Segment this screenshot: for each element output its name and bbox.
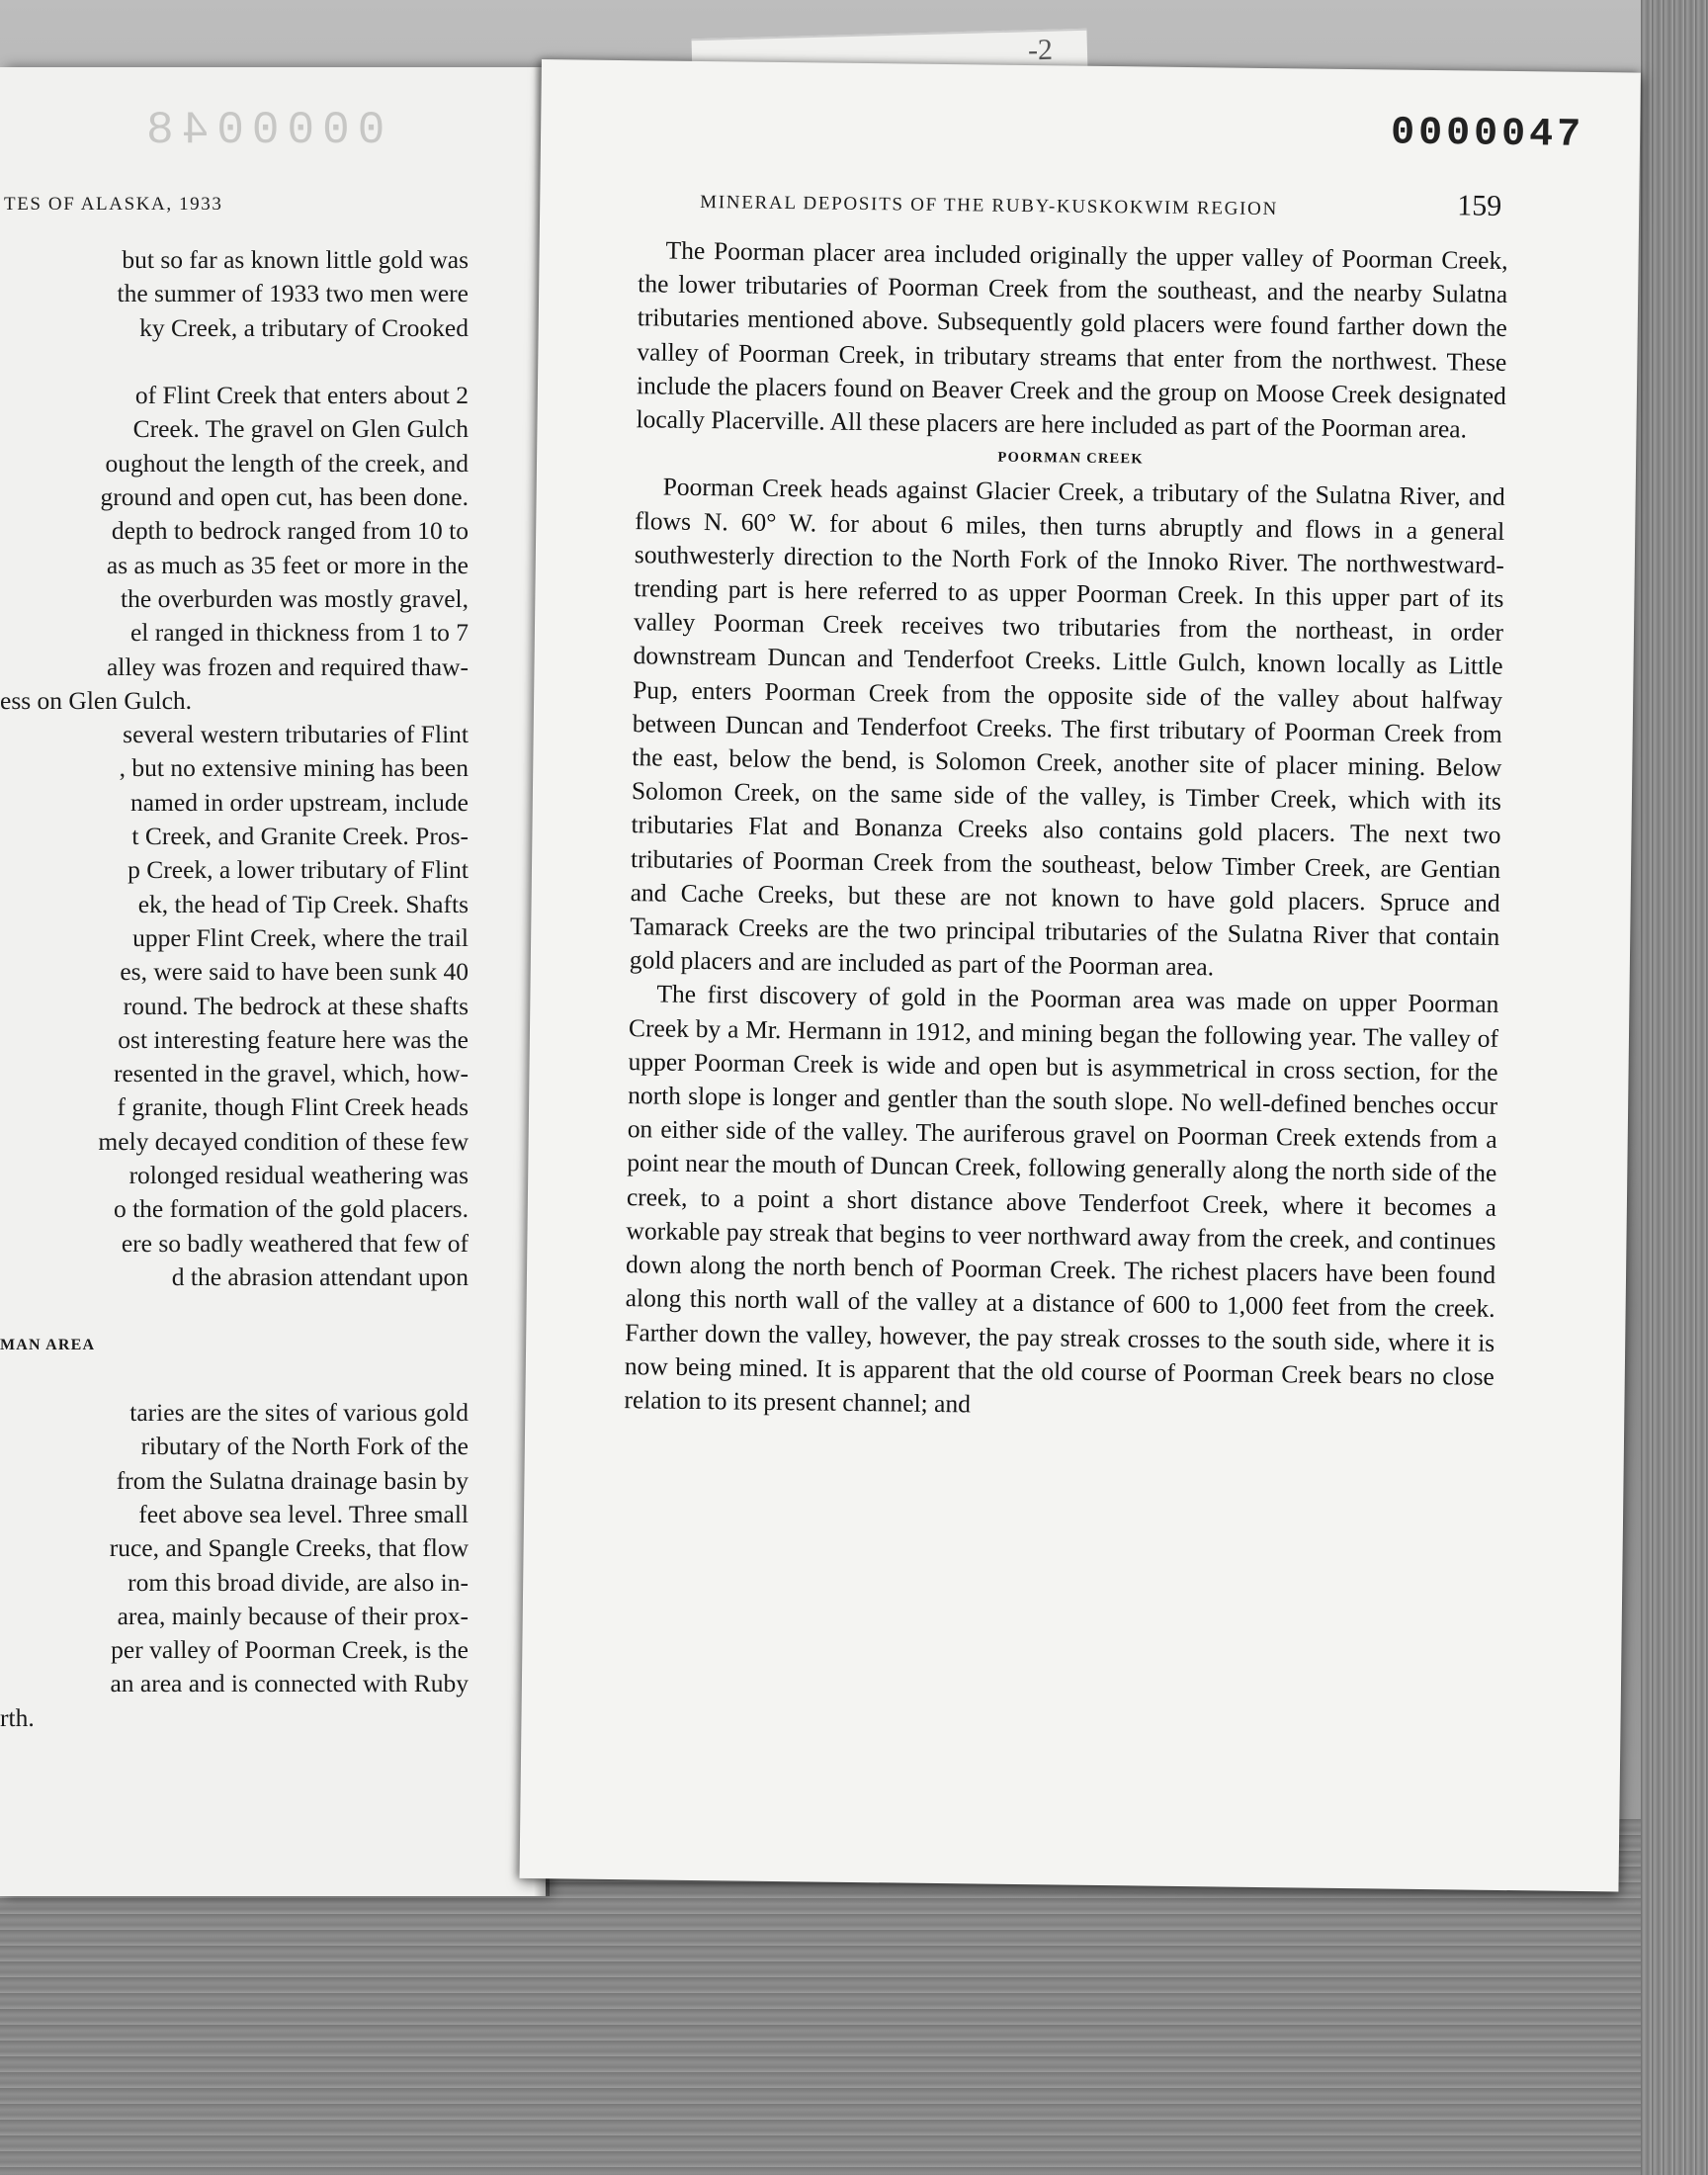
- bates-stamp: 0000047: [1390, 111, 1585, 158]
- left-text-line: Creek. The gravel on Glen Gulch: [132, 414, 469, 444]
- left-text-line: ruce, and Spangle Creeks, that flow: [109, 1533, 469, 1563]
- left-text-line: feet above sea level. Three small: [138, 1499, 469, 1528]
- section-heading: POORMAN CREEK: [997, 449, 1144, 468]
- left-text-line: mely decayed condition of these few: [98, 1126, 469, 1156]
- right-running-head: MINERAL DEPOSITS OF THE RUBY-KUSKOKWIM REGION: [700, 191, 1279, 220]
- left-text-line: ground and open cut, has been done.: [100, 482, 469, 512]
- left-text-line: oughout the length of the creek, and: [105, 448, 469, 478]
- left-text-line: , but no extensive mining has been: [119, 753, 469, 783]
- paragraph-discovery: The first discovery of gold in the Poorman area was made on upper Poorman Creek by a Mr. Hermann in 1912, and mining began the following year. The valley of upper Poorman Creek is wide and open but is asymmetrical in cross section, for the north slope is longer and gentler than the south slope. No well-defined benches occur on either side of the valley. The auriferous gravel on Poorman Creek extends from a point near the mouth of Duncan Creek, following generally along the north side of the creek, to a point a short distance above Tenderfoot Creek, where it becomes a workable pay streak that begins to veer northward away from the creek, and continues down along the north bench of Poorman Creek. The richest placers have been found along this north wall of the valley at a distance of 600 to 1,000 feet from the creek. Farther down the valley, however, the pay streak crosses to the south side, where it is now being mined. It is apparent that the old course of Poorman Creek bears no close relation to its present channel; and: [624, 979, 1499, 1419]
- left-text-line: ek, the head of Tip Creek. Shafts: [137, 889, 469, 918]
- right-page-body: [624, 233, 1508, 1428]
- left-text-line: taries are the sites of various gold: [129, 1398, 469, 1428]
- left-text-line: the overburden was mostly gravel,: [121, 583, 469, 613]
- left-page-text: [0, 243, 469, 1735]
- left-text-line: p Creek, a lower tributary of Flint: [128, 855, 469, 885]
- left-text-line: rolonged residual weathering was: [128, 1161, 469, 1190]
- left-text-line: ost interesting feature here was the: [118, 1024, 469, 1054]
- left-text-line: es, were said to have been sunk 40: [120, 957, 469, 987]
- left-text-line: from the Sulatna drainage basin by: [116, 1465, 469, 1495]
- right-page: [520, 59, 1641, 1891]
- paragraph-poorman-creek: Poorman Creek heads against Glacier Creek, a tributary of the Sulatna River, and flows N. 60° W. for about 6 miles, then turns abruptly and flows in a general southwesterly direction to the North Fork of the Innoko River. The northwestward-trending part is here referred to as upper Poorman Creek. In this upper part of its valley Poorman Creek receives two tributaries from the northeast, in order downstream Duncan and Tenderfoot Creeks. Little Gulch, known locally as Little Pup, enters Poorman Creek from the opposite side of the valley about halfway between Duncan and Tenderfoot Creeks. The first tributary of Poorman Creek from the east, below the bend, is Solomon Creek, another site of placer mining. Below Solomon Creek, on the same side of the valley, is Timber Creek, which with its tributaries Flat and Bonanza Creeks also contains gold placers. The next two tributaries of Poorman Creek from the southeast, below Timber Creek, are Gentian and Cache Creeks, but these are not known to have gold placers. Spruce and Tamarack Creeks are the two principal tributaries of the Sulatna River that contain gold placers and are included as part of the Poorman area.: [629, 472, 1505, 982]
- left-text-line: f granite, though Flint Creek heads: [117, 1092, 469, 1122]
- left-text-line: ere so badly weathered that few of: [121, 1228, 469, 1258]
- left-text-line: alley was frozen and required thaw-: [106, 652, 469, 681]
- left-text-line: but so far as known little gold was: [122, 245, 469, 274]
- paragraph-intro: The Poorman placer area included originally the upper valley of Poorman Creek, the lower tributaries of Poorman Creek from the southeast, and the nearby Sulatna tributaries mentioned above. Subsequently gold placers were found farther down the valley of Poorman Creek, in tributary streams that enter from the northwest. These include the placers found on Beaver Creek and the group on Moose Creek designated locally Placerville. All these placers are here included as part of the Poorman area.: [636, 235, 1508, 444]
- left-text-line: ky Creek, a tributary of Crooked: [139, 312, 469, 342]
- left-text-line: resented in the gravel, which, how-: [113, 1059, 469, 1088]
- left-text-line: d the abrasion attendant upon: [171, 1262, 469, 1291]
- left-text-line: of Flint Creek that enters about 2: [134, 381, 469, 410]
- left-text-line: round. The bedrock at these shafts: [123, 991, 469, 1020]
- left-text-line: t Creek, and Granite Creek. Pros-: [131, 822, 469, 851]
- left-running-head: TES OF ALASKA, 1933: [4, 194, 223, 215]
- left-text-line: ributary of the North Fork of the: [140, 1432, 469, 1461]
- left-text-line: the summer of 1933 two men were: [117, 279, 469, 308]
- left-text-line: rth.: [0, 1702, 35, 1732]
- left-section-heading: MAN AREA: [0, 1336, 96, 1353]
- left-text-line: as as much as 35 feet or more in the: [106, 550, 469, 579]
- left-text-line: o the formation of the gold placers.: [113, 1194, 469, 1224]
- left-page: [0, 67, 546, 1896]
- left-text-line: an area and is connected with Ruby: [110, 1669, 469, 1698]
- scanner-edge-noise: [1641, 0, 1708, 2175]
- left-text-line: [0, 345, 469, 379]
- left-text-line: el ranged in thickness from 1 to 7: [129, 618, 469, 648]
- left-text-line: per valley of Poorman Creek, is the: [111, 1635, 469, 1665]
- left-text-line: upper Flint Creek, where the trail: [132, 922, 469, 952]
- left-text-line: ess on Glen Gulch.: [0, 685, 193, 715]
- left-text-line: area, mainly because of their prox-: [117, 1601, 469, 1630]
- left-text-line: [0, 1362, 469, 1396]
- left-text-line: depth to bedrock ranged from 10 to: [111, 516, 469, 546]
- tab-mark: -2: [1027, 33, 1054, 67]
- left-text-line: named in order upstream, include: [129, 787, 469, 817]
- left-text-line: rom this broad divide, are also in-: [128, 1567, 469, 1597]
- left-text-line: [0, 1294, 469, 1328]
- left-text-line: several western tributaries of Flint: [123, 720, 469, 749]
- left-page-number-ghost: 0000048: [138, 105, 385, 156]
- page-number: 159: [1457, 189, 1502, 222]
